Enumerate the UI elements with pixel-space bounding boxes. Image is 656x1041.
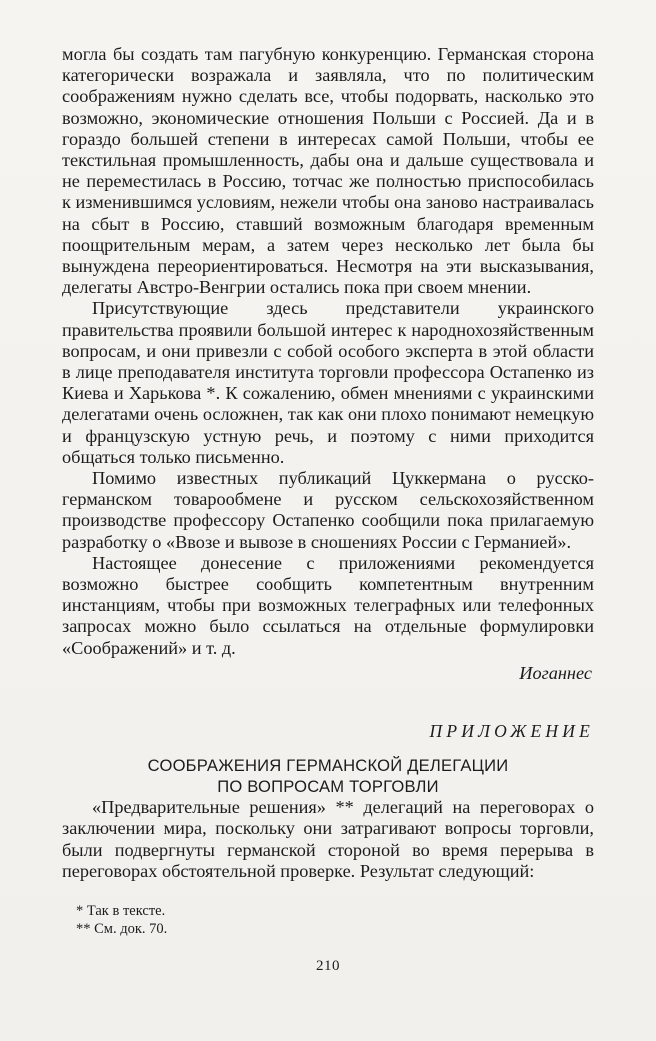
page-content xyxy=(62,44,594,939)
paragraph-ostapenko: Помимо известных публикаций Цуккермана о русско-германском товарообмене и русском сельскохозяйственном производстве профессору Остапенко сообщили пока прилагаемую разработку о «Ввозе и вывозе в сношениях России с Германией». xyxy=(62,468,594,552)
paragraph-report-recommendation: Настоящее донесение с приложениями рекомендуется возможно быстрее сообщить компетентным внутренним инстанциям, чтобы при возможных телеграфных или телефонных запросах можно было ссылаться на отдельные формулировки «Соображений» и т. д. xyxy=(62,552,594,658)
section-heading-line-1: СООБРАЖЕНИЯ ГЕРМАНСКОЙ ДЕЛЕГАЦИИ xyxy=(147,756,509,776)
signature: Иоганнес xyxy=(519,662,592,683)
page-number: 210 xyxy=(316,958,340,974)
appendix-label: ПРИЛОЖЕНИЕ xyxy=(429,721,594,742)
section-heading-line-2: ПО ВОПРОСАМ ТОРГОВЛИ xyxy=(217,777,439,797)
paragraph-ukrainian-delegation: Присутствующие здесь представители украинского правительства проявили большой интерес к народнохозяйственным вопросам, и они привезли с собой особого эксперта в этой области в лице преподавателя института торговли профессора Остапенко из Киева и Харькова *. К сожалению, обмен мнениями с украинскими делегатами очень осложнен, так как они плохо понимают немецкую и французскую устную речь, и поэтому с ними приходится общаться только письменно. xyxy=(62,298,594,467)
footnote-2: ** См. док. 70. xyxy=(76,921,168,938)
footnote-1: * Так в тексте. xyxy=(76,902,166,919)
paragraph-continuation: могла бы создать там пагубную конкуренцию. Германская сторона категорически возражала и заявляла, что по политическим соображениям нужно сделать все, чтобы подорвать, насколько это возможно, экономические отношения Польши с Россией. Да и в гораздо большей степени в интересах самой Польши, чтобы ее текстильная промышленность, дабы она и дальше существовала и не переместилась в Россию, тотчас же полностью приспособилась к изменившимся условиям, нежели чтобы она заново настраивалась на сбыт в Россию, ставший возможным благодаря временным поощрительным мерам, а затем через несколько лет была бы вынуждена переориентироваться. Несмотря на эти высказывания, делегаты Австро-Венгрии остались пока при своем мнении. xyxy=(62,44,594,298)
footnotes xyxy=(76,902,594,939)
paragraph-preliminary-decisions: «Предварительные решения» ** делегаций на переговорах о заключении мира, поскольку они затрагивают вопросы торговли, были подвергнуты германской стороной во время перерыва в переговорах обстоятельной проверке. Результат следующий: xyxy=(62,797,594,881)
section-heading xyxy=(62,755,594,797)
